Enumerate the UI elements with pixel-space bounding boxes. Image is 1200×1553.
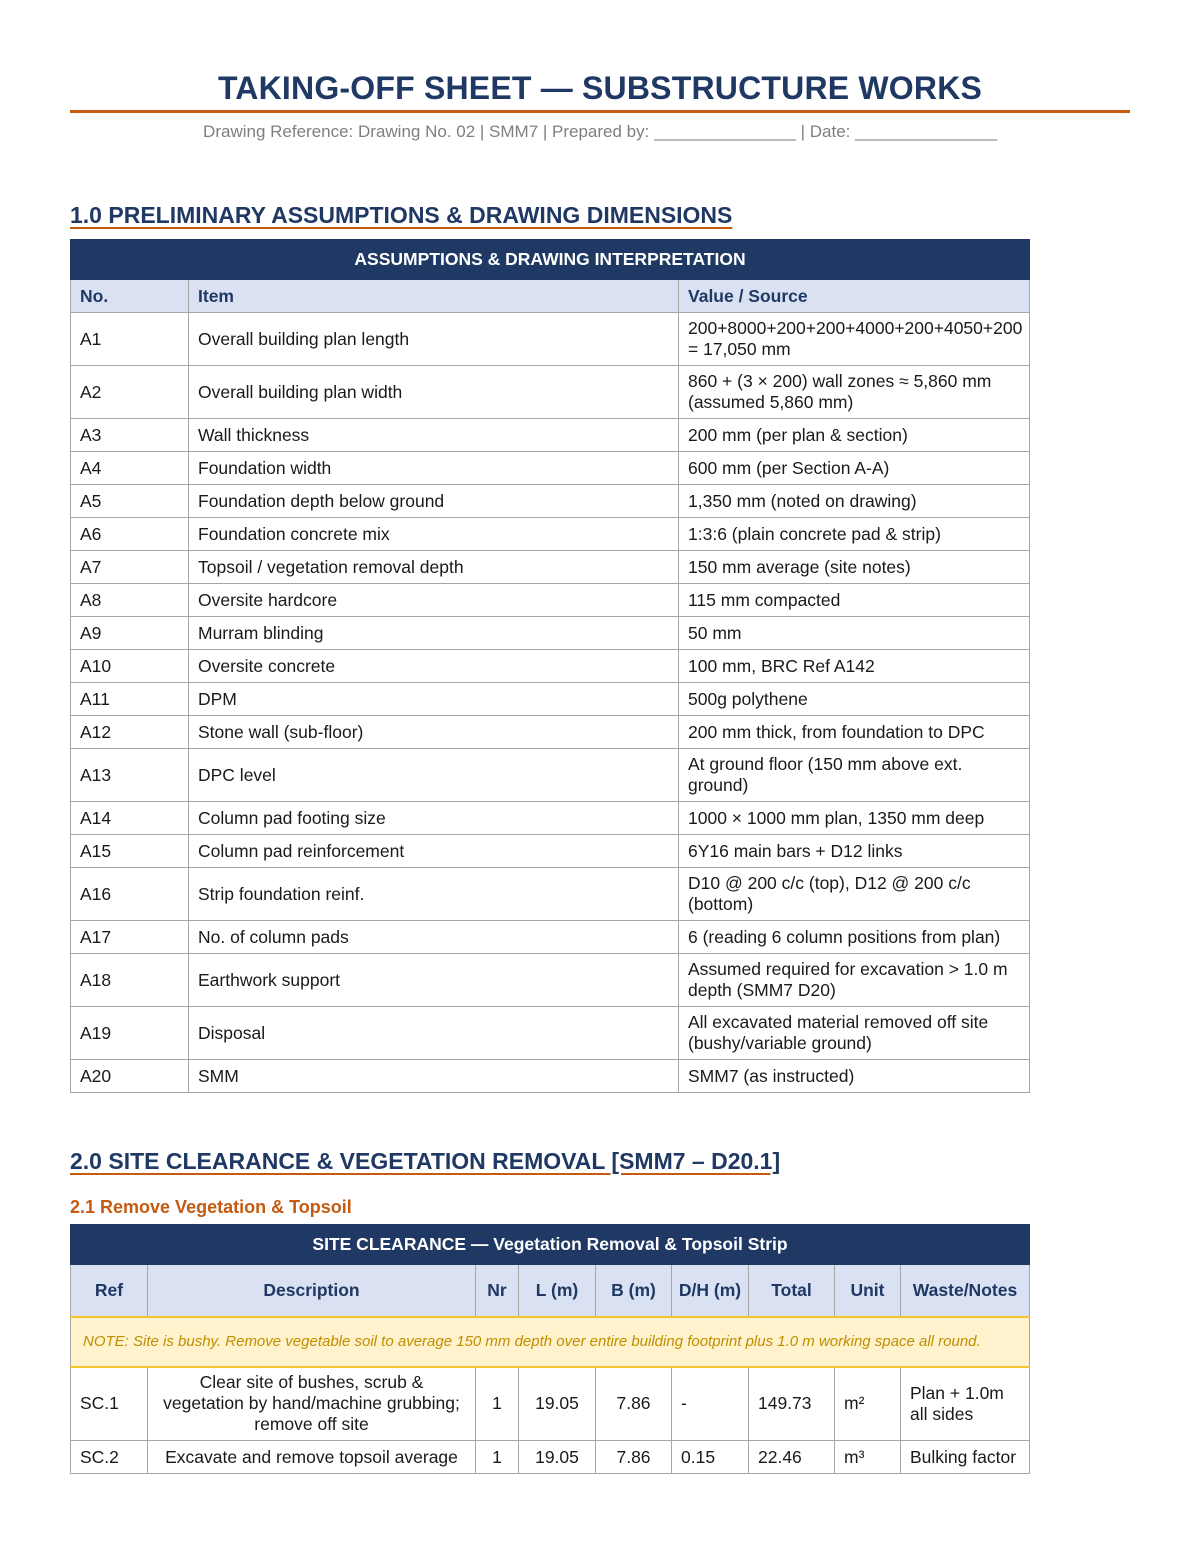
row-number: A17 bbox=[71, 921, 189, 954]
row-value-source: At ground floor (150 mm above ext. ground) bbox=[679, 749, 1030, 802]
row-number: A15 bbox=[71, 835, 189, 868]
table-row bbox=[71, 868, 1030, 921]
table-row bbox=[71, 650, 1030, 683]
row-value-source: 1,350 mm (noted on drawing) bbox=[679, 485, 1030, 518]
site-clearance-table-title: SITE CLEARANCE — Vegetation Removal & Topsoil Strip bbox=[71, 1225, 1030, 1265]
row-item: No. of column pads bbox=[189, 921, 679, 954]
row-value-source: 6Y16 main bars + D12 links bbox=[679, 835, 1030, 868]
row-number: A5 bbox=[71, 485, 189, 518]
table-row bbox=[71, 716, 1030, 749]
table-row bbox=[71, 584, 1030, 617]
row-nr: 1 bbox=[476, 1441, 519, 1474]
row-length: 19.05 bbox=[519, 1367, 596, 1441]
row-number: A9 bbox=[71, 617, 189, 650]
row-item: Overall building plan length bbox=[189, 313, 679, 366]
row-value-source: 50 mm bbox=[679, 617, 1030, 650]
table-row bbox=[71, 954, 1030, 1007]
table-row bbox=[71, 419, 1030, 452]
row-unit: m² bbox=[835, 1367, 901, 1441]
column-header-total: Total bbox=[749, 1265, 835, 1317]
row-item: Oversite concrete bbox=[189, 650, 679, 683]
table-row bbox=[71, 683, 1030, 716]
row-description: Excavate and remove topsoil average bbox=[148, 1441, 476, 1474]
row-number: A11 bbox=[71, 683, 189, 716]
row-waste-notes: Plan + 1.0m all sides bbox=[901, 1367, 1030, 1441]
column-header-unit: Unit bbox=[835, 1265, 901, 1317]
table-row bbox=[71, 835, 1030, 868]
row-value-source: 100 mm, BRC Ref A142 bbox=[679, 650, 1030, 683]
row-number: A19 bbox=[71, 1007, 189, 1060]
table-row bbox=[71, 366, 1030, 419]
row-number: A6 bbox=[71, 518, 189, 551]
column-header-item: Item bbox=[189, 280, 679, 313]
table-row bbox=[71, 313, 1030, 366]
row-depth-height: - bbox=[672, 1367, 749, 1441]
row-number: A16 bbox=[71, 868, 189, 921]
row-number: A8 bbox=[71, 584, 189, 617]
row-ref: SC.1 bbox=[71, 1367, 148, 1441]
row-item: Foundation width bbox=[189, 452, 679, 485]
row-number: A1 bbox=[71, 313, 189, 366]
row-item: Wall thickness bbox=[189, 419, 679, 452]
row-value-source: 1000 × 1000 mm plan, 1350 mm deep bbox=[679, 802, 1030, 835]
row-item: Disposal bbox=[189, 1007, 679, 1060]
row-item: Topsoil / vegetation removal depth bbox=[189, 551, 679, 584]
section-1-heading: 1.0 PRELIMINARY ASSUMPTIONS & DRAWING DIMENSIONS bbox=[70, 202, 733, 228]
title-divider bbox=[70, 110, 1130, 113]
table-row bbox=[71, 749, 1030, 802]
row-number: A7 bbox=[71, 551, 189, 584]
row-value-source: 860 + (3 × 200) wall zones ≈ 5,860 mm (assumed 5,860 mm) bbox=[679, 366, 1030, 419]
row-breadth: 7.86 bbox=[596, 1367, 672, 1441]
column-header-description: Description bbox=[148, 1265, 476, 1317]
row-item: Earthwork support bbox=[189, 954, 679, 1007]
row-item: Murram blinding bbox=[189, 617, 679, 650]
table-row bbox=[71, 617, 1030, 650]
table-row bbox=[71, 1367, 1030, 1441]
row-item: Strip foundation reinf. bbox=[189, 868, 679, 921]
row-item: Column pad reinforcement bbox=[189, 835, 679, 868]
table-row bbox=[71, 485, 1030, 518]
table-row bbox=[71, 1441, 1030, 1474]
row-total: 149.73 bbox=[749, 1367, 835, 1441]
row-item: DPM bbox=[189, 683, 679, 716]
row-length: 19.05 bbox=[519, 1441, 596, 1474]
row-value-source: 200+8000+200+200+4000+200+4050+200 = 17,050 mm bbox=[679, 313, 1030, 366]
row-total: 22.46 bbox=[749, 1441, 835, 1474]
row-item: Foundation concrete mix bbox=[189, 518, 679, 551]
row-number: A3 bbox=[71, 419, 189, 452]
row-breadth: 7.86 bbox=[596, 1441, 672, 1474]
row-value-source: D10 @ 200 c/c (top), D12 @ 200 c/c (bottom) bbox=[679, 868, 1030, 921]
section-2-heading: 2.0 SITE CLEARANCE & VEGETATION REMOVAL [SMM7 – D20.1] bbox=[70, 1148, 781, 1174]
row-value-source: 200 mm (per plan & section) bbox=[679, 419, 1030, 452]
row-item: DPC level bbox=[189, 749, 679, 802]
row-item: Column pad footing size bbox=[189, 802, 679, 835]
row-number: A12 bbox=[71, 716, 189, 749]
row-number: A4 bbox=[71, 452, 189, 485]
column-header-waste-notes: Waste/Notes bbox=[901, 1265, 1030, 1317]
site-clearance-table bbox=[70, 1224, 1030, 1474]
row-description: Clear site of bushes, scrub & vegetation by hand/machine grubbing; remove off site bbox=[148, 1367, 476, 1441]
row-waste-notes: Bulking factor bbox=[901, 1441, 1030, 1474]
row-item: Overall building plan width bbox=[189, 366, 679, 419]
table-row bbox=[71, 518, 1030, 551]
row-value-source: Assumed required for excavation > 1.0 m depth (SMM7 D20) bbox=[679, 954, 1030, 1007]
row-value-source: All excavated material removed off site (bushy/variable ground) bbox=[679, 1007, 1030, 1060]
column-header-ref: Ref bbox=[71, 1265, 148, 1317]
column-header-depth-height: D/H (m) bbox=[672, 1265, 749, 1317]
column-header-no: No. bbox=[71, 280, 189, 313]
row-item: Foundation depth below ground bbox=[189, 485, 679, 518]
row-number: A13 bbox=[71, 749, 189, 802]
row-value-source: 1:3:6 (plain concrete pad & strip) bbox=[679, 518, 1030, 551]
table-row bbox=[71, 1007, 1030, 1060]
document-subtitle: Drawing Reference: Drawing No. 02 | SMM7 | Prepared by: _______________ | Date: _______________ bbox=[203, 122, 997, 141]
row-depth-height: 0.15 bbox=[672, 1441, 749, 1474]
row-unit: m³ bbox=[835, 1441, 901, 1474]
row-value-source: 150 mm average (site notes) bbox=[679, 551, 1030, 584]
row-value-source: 600 mm (per Section A-A) bbox=[679, 452, 1030, 485]
row-number: A18 bbox=[71, 954, 189, 1007]
row-nr: 1 bbox=[476, 1367, 519, 1441]
table-row bbox=[71, 452, 1030, 485]
table-row bbox=[71, 921, 1030, 954]
document-title: TAKING-OFF SHEET — SUBSTRUCTURE WORKS bbox=[217, 70, 983, 106]
row-value-source: SMM7 (as instructed) bbox=[679, 1060, 1030, 1093]
row-number: A2 bbox=[71, 366, 189, 419]
table-row bbox=[71, 551, 1030, 584]
row-ref: SC.2 bbox=[71, 1441, 148, 1474]
row-value-source: 115 mm compacted bbox=[679, 584, 1030, 617]
row-item: SMM bbox=[189, 1060, 679, 1093]
row-item: Oversite hardcore bbox=[189, 584, 679, 617]
row-value-source: 500g polythene bbox=[679, 683, 1030, 716]
row-item: Stone wall (sub-floor) bbox=[189, 716, 679, 749]
row-number: A10 bbox=[71, 650, 189, 683]
subsection-2-1-heading: 2.1 Remove Vegetation & Topsoil bbox=[70, 1197, 352, 1217]
column-header-value-source: Value / Source bbox=[679, 280, 1030, 313]
row-number: A20 bbox=[71, 1060, 189, 1093]
column-header-breadth: B (m) bbox=[596, 1265, 672, 1317]
assumptions-table bbox=[70, 239, 1030, 1093]
row-value-source: 6 (reading 6 column positions from plan) bbox=[679, 921, 1030, 954]
site-clearance-note: NOTE: Site is bushy. Remove vegetable soil to average 150 mm depth over entire building footprint plus 1.0 m working space all round. bbox=[71, 1317, 1030, 1367]
table-row bbox=[71, 1060, 1030, 1093]
column-header-nr: Nr bbox=[476, 1265, 519, 1317]
row-number: A14 bbox=[71, 802, 189, 835]
column-header-length: L (m) bbox=[519, 1265, 596, 1317]
row-value-source: 200 mm thick, from foundation to DPC bbox=[679, 716, 1030, 749]
assumptions-table-title: ASSUMPTIONS & DRAWING INTERPRETATION bbox=[71, 240, 1030, 280]
table-row bbox=[71, 802, 1030, 835]
